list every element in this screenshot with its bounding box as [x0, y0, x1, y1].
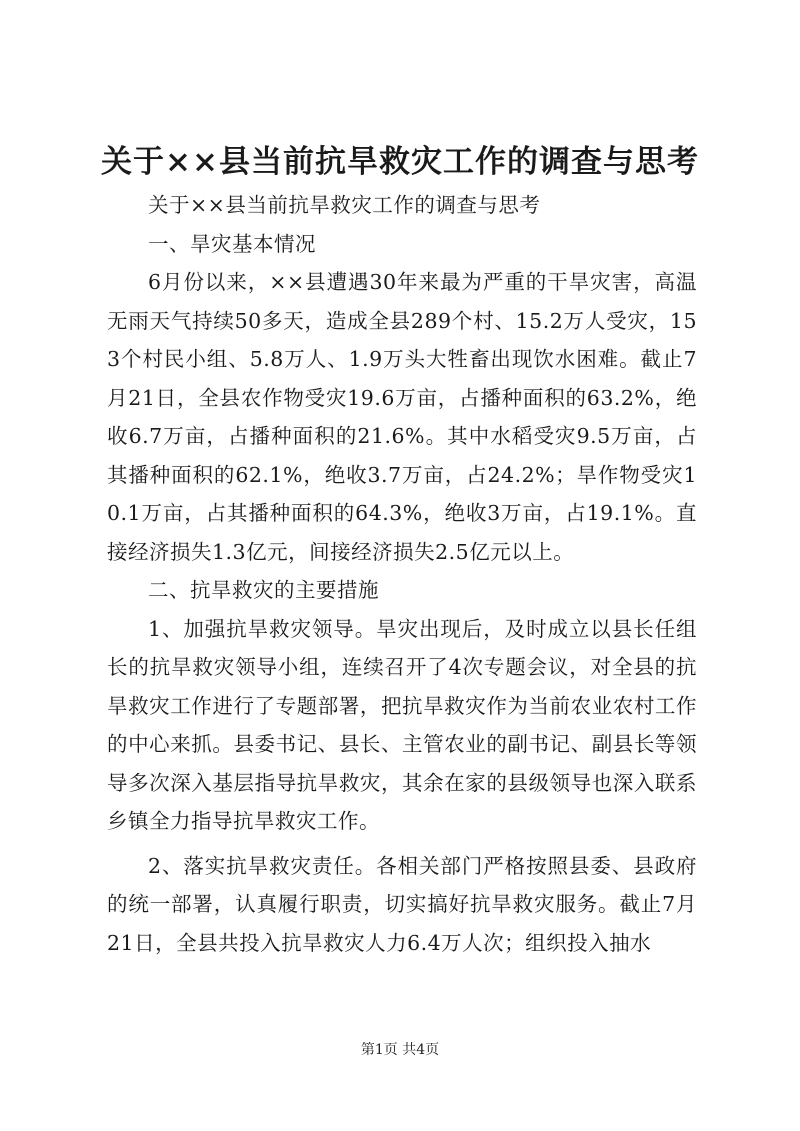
paragraph-leadership-measure: 1、加强抗旱救灾领导。旱灾出现后，及时成立以县长任组长的抗旱救灾领导小组，连续召开了4次专题会议，对全县的抗旱救灾工作进行了专题部署，把抗旱救灾作为当前农业农村工作的中心来抓。县委书记、县长、主管农业的副书记、副县长等领导多次深入基层指导抗旱救灾，其余在家的县级领导也深入联系乡镇全力指导抗旱救灾工作。 — [107, 616, 697, 833]
document-body — [107, 186, 697, 962]
paragraph-responsibility-measure: 2、落实抗旱救灾责任。各相关部门严格按照县委、县政府的统一部署，认真履行职责，切实搞好抗旱救灾服务。截止7月21日，全县共投入抗旱救灾人力6.4万人次；组织投入抽水 — [107, 853, 697, 955]
paragraph-drought-statistics: 6月份以来，××县遭遇30年来最为严重的干旱灾害，高温无雨天气持续50多天，造成全县289个村、15.2万人受灾，153个村民小组、5.8万人、1.9万头大牲畜出现饮水困难。截止7月21日，全县农作物受灾19.6万亩，占播种面积的63.2%，绝收6.7万亩，占播种面积的21.6%。其中水稻受灾9.5万亩，占其播种面积的62.1%，绝收3.7万亩，占24.2%；旱作物受灾10.1万亩，占其播种面积的64.3%，绝收3万亩，占19.1%。直接经济损失1.3亿元，间接经济损失2.5亿元以上。 — [107, 270, 697, 564]
repeated-title-paragraph: 关于××县当前抗旱救灾工作的调查与思考 — [148, 193, 541, 217]
document-title: 关于××县当前抗旱救灾工作的调查与思考 — [101, 144, 699, 180]
section-heading-drought-overview: 一、旱灾基本情况 — [148, 231, 316, 256]
section-heading-main-measures: 二、抗旱救灾的主要措施 — [148, 578, 379, 602]
page-number-footer: 第1页 共4页 — [360, 1042, 440, 1058]
